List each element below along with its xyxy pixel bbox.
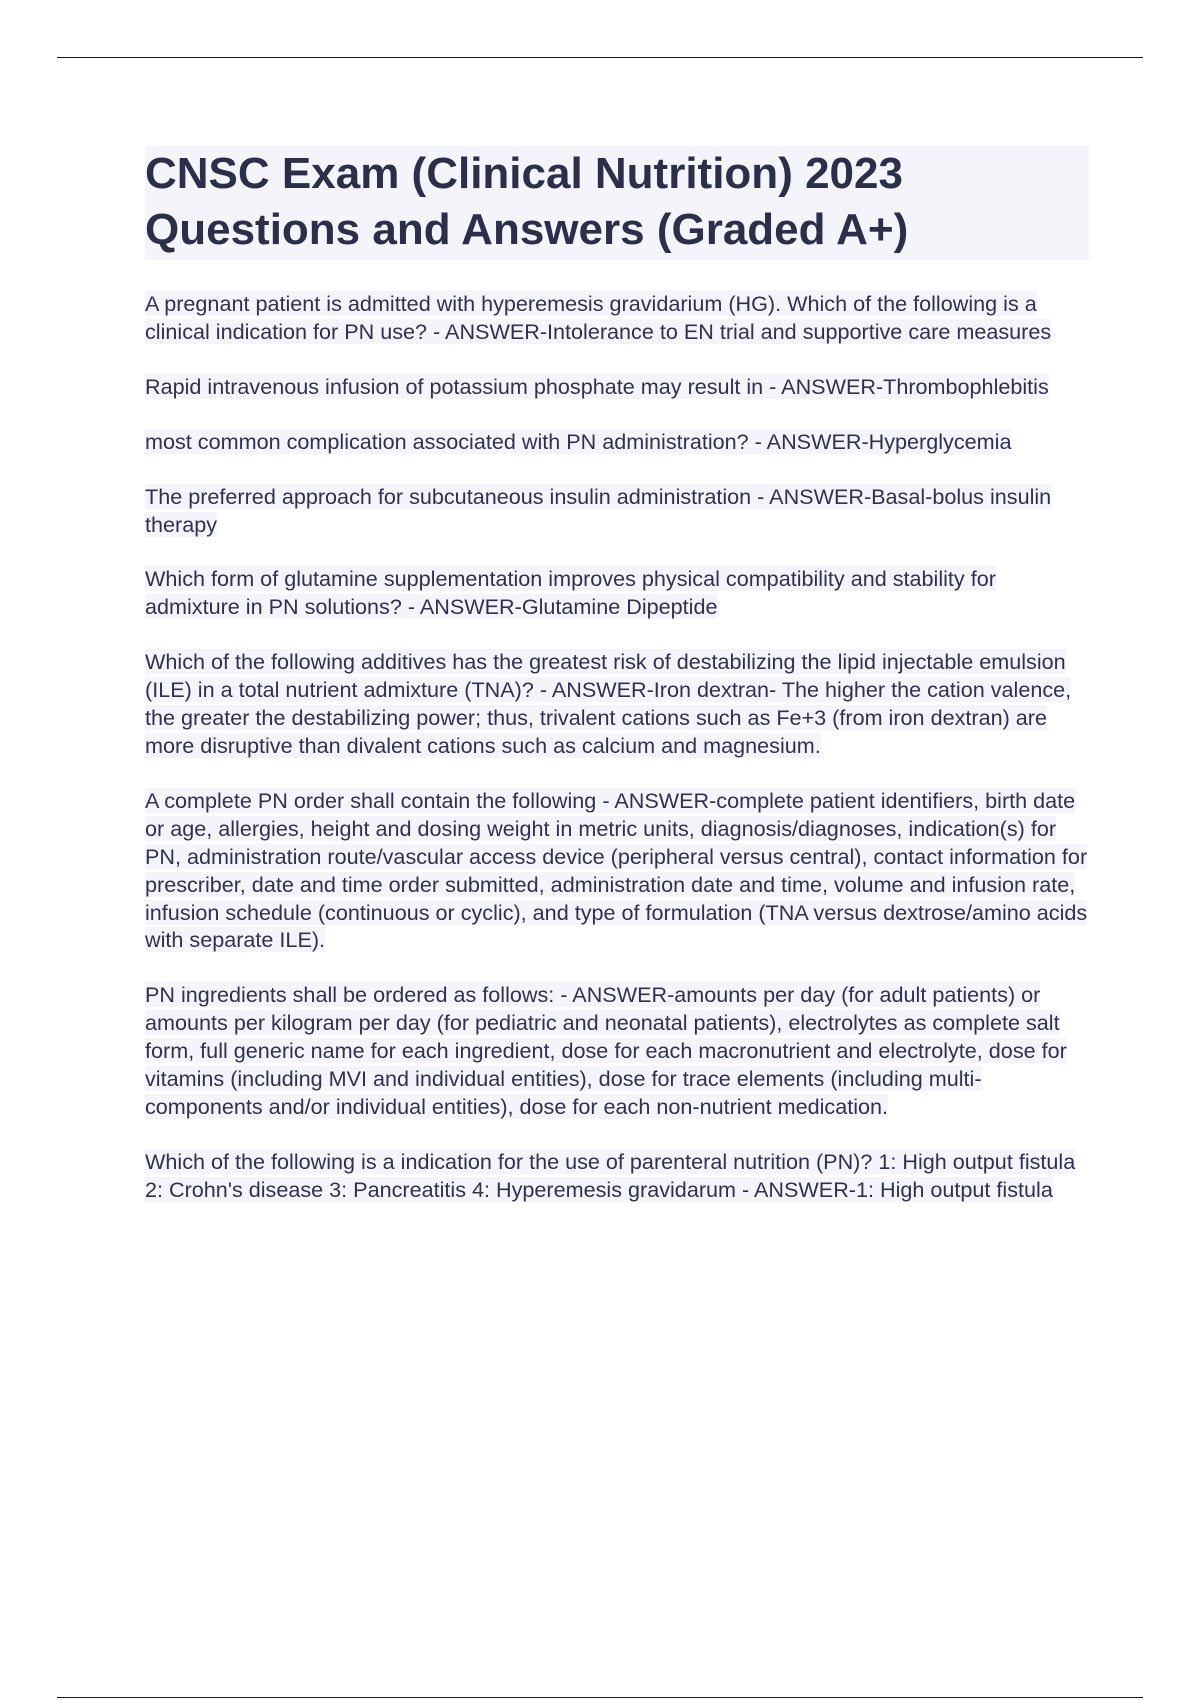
qa-text: most common complication associated with PN administration? - ANSWER-Hyperglycemia: [145, 428, 1012, 454]
qa-entry: [145, 428, 1089, 456]
qa-entry: [145, 648, 1089, 760]
qa-text: PN ingredients shall be ordered as follows: - ANSWER-amounts per day (for adult patients) or amounts per kilogram per day (for pediatric and neonatal patients), electrolytes as complete salt form, full generic name for each ingredient, dose for each macronutrient and electrolyte, dose for vitamins (including MVI and individual entities), dose for trace elements (including multi-components and/or individual entities), dose for each non-nutrient medication.: [145, 982, 1067, 1119]
qa-text: A pregnant patient is admitted with hyperemesis gravidarium (HG). Which of the following is a clinical indication for PN use? - ANSWER-Intolerance to EN trial and supportive care measures: [145, 291, 1052, 344]
qa-text: The preferred approach for subcutaneous insulin administration - ANSWER-Basal-bolus insulin therapy: [145, 483, 1052, 537]
qa-text: Which form of glutamine supplementation improves physical compatibility and stability for admixture in PN solutions? - ANSWER-Glutamine Dipeptide: [145, 566, 996, 620]
qa-text: Which of the following additives has the greatest risk of destabilizing the lipid injectable emulsion (ILE) in a total nutrient admixture (TNA)? - ANSWER-Iron dextran- The higher the cation valence, the greater the destabilizing power; thus, trivalent cations such as Fe+3 (from iron dextran) are more disruptive than divalent cations such as calcium and magnesium.: [145, 649, 1072, 758]
qa-text: Rapid intravenous infusion of potassium phosphate may result in - ANSWER-Thrombophlebitis: [145, 373, 1049, 399]
page-title: CNSC Exam (Clinical Nutrition) 2023 Questions and Answers (Graded A+): [145, 149, 909, 254]
qa-entry: [145, 981, 1089, 1121]
document-body: [145, 146, 1089, 1231]
header-rule: [57, 57, 1143, 58]
footer-rule: [57, 1697, 1143, 1698]
title-box: [145, 146, 1089, 260]
qa-entry: [145, 565, 1089, 621]
qa-entry: [145, 373, 1089, 401]
qa-entry: [145, 483, 1089, 539]
qa-entry: [145, 290, 1089, 346]
qa-entry: [145, 787, 1089, 954]
qa-entry: [145, 1148, 1089, 1204]
qa-text: A complete PN order shall contain the following - ANSWER-complete patient identifiers, birth date or age, allergies, height and dosing weight in metric units, diagnosis/diagnoses, indication(s) for PN, administration route/vascular access device (peripheral versus central), contact information for prescriber, date and time order submitted, administration date and time, volume and infusion rate, infusion schedule (continuous or cyclic), and type of formulation (TNA versus dextrose/amino acids with separate ILE).: [145, 787, 1088, 953]
qa-text: Which of the following is a indication for the use of parenteral nutrition (PN)? 1: High output fistula 2: Crohn's disease 3: Pancreatitis 4: Hyperemesis gravidarum - ANSWER-1: High output fistula: [145, 1148, 1076, 1202]
